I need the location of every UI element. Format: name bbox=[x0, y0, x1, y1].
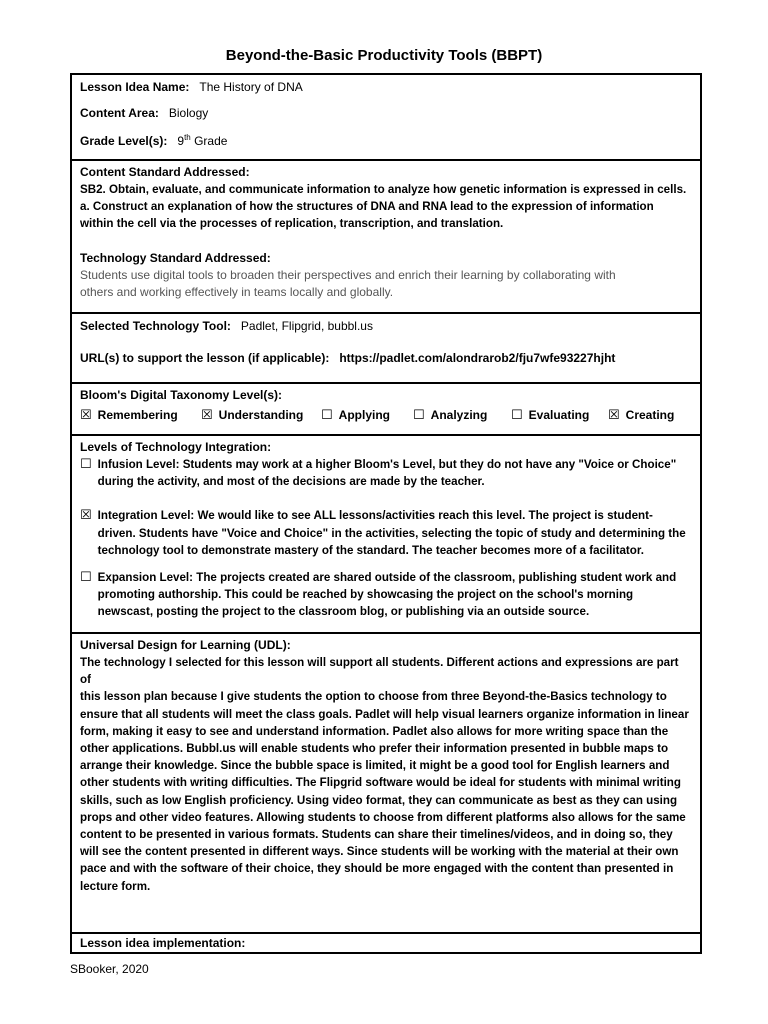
blooms-checkbox-row bbox=[80, 407, 692, 423]
standards-section bbox=[72, 161, 700, 314]
checked-box-icon[interactable]: ☒ bbox=[80, 507, 92, 523]
footer-credit: SBooker, 2020 bbox=[70, 962, 149, 976]
content-area-value: Biology bbox=[168, 106, 209, 120]
expansion-label: Expansion Level: bbox=[97, 571, 194, 585]
lesson-name-row bbox=[80, 80, 692, 106]
unchecked-box-icon[interactable]: ☐ bbox=[80, 569, 92, 585]
blooms-section bbox=[72, 384, 700, 436]
content-area-row bbox=[80, 106, 692, 133]
unchecked-box-icon: ☐ bbox=[321, 407, 333, 422]
lesson-name-label: Lesson Idea Name: bbox=[80, 80, 190, 94]
udl-line: pace and with the software of their choice, they should be more engaged with the content than presented in bbox=[80, 862, 674, 876]
udl-line: this lesson plan because I give students the option to choose from three Beyond-the-Basics technology to bbox=[80, 690, 667, 704]
udl-line: ensure that all students will meet the class goals. Padlet will help visual learners organize information in linear bbox=[80, 707, 689, 721]
checked-box-icon: ☒ bbox=[608, 407, 620, 422]
grade-level-value bbox=[177, 133, 227, 148]
integration-text: technology tool to demonstrate mastery of the standard. The teacher becomes more of a facilitator. bbox=[97, 543, 644, 557]
blooms-item-label: Understanding bbox=[218, 408, 304, 422]
integration-heading: Levels of Technology Integration: bbox=[80, 440, 272, 454]
unchecked-box-icon: ☐ bbox=[511, 407, 523, 422]
udl-line: The technology I selected for this lesson will support all students. Different actions and expressions are part of bbox=[80, 656, 679, 687]
integration-level bbox=[80, 507, 692, 559]
url-value[interactable]: https://padlet.com/alondrarob2/fju7wfe93227hjht bbox=[339, 351, 616, 365]
blooms-item-label: Evaluating bbox=[528, 408, 590, 422]
grade-number: 9 bbox=[177, 134, 185, 148]
integration-text: driven. Students have "Voice and Choice" in the activities, selecting the topic of study and determining the bbox=[97, 526, 686, 540]
checked-box-icon: ☒ bbox=[201, 407, 213, 422]
url-row bbox=[80, 351, 692, 365]
page-title: Beyond-the-Basic Productivity Tools (BBPT) bbox=[225, 47, 543, 64]
expansion-text: The projects created are shared outside of the classroom, publishing student work and bbox=[196, 571, 677, 585]
bbpt-form bbox=[70, 73, 702, 954]
grade-suffix: th bbox=[184, 133, 191, 142]
udl-heading: Universal Design for Learning (UDL): bbox=[80, 638, 291, 652]
blooms-analyzing[interactable] bbox=[413, 407, 511, 423]
udl-line: will see the content presented in different ways. Since students will be working with the material at their own bbox=[80, 845, 679, 859]
blooms-item-label: Creating bbox=[625, 408, 675, 422]
blooms-item-label: Remembering bbox=[97, 408, 178, 422]
udl-line: other students with writing difficulties. The Flipgrid software would be ideal for students with minimal writing bbox=[80, 776, 681, 790]
grade-word: Grade bbox=[194, 134, 228, 148]
tool-row bbox=[80, 319, 692, 351]
tool-value: Padlet, Flipgrid, bubbl.us bbox=[240, 319, 373, 333]
integration-text: We would like to see ALL lessons/activities reach this level. The project is student- bbox=[197, 509, 653, 523]
udl-section bbox=[72, 634, 700, 934]
url-label: URL(s) to support the lesson (if applicable): bbox=[80, 351, 330, 365]
blooms-item-label: Applying bbox=[338, 408, 390, 422]
blooms-applying[interactable] bbox=[321, 407, 413, 423]
tech-standard-heading: Technology Standard Addressed: bbox=[80, 250, 271, 265]
lesson-info-section bbox=[72, 75, 700, 161]
udl-line: other applications. Bubbl.us will enable students who prefer their information presented in bubble maps to bbox=[80, 742, 669, 756]
blooms-understanding[interactable] bbox=[201, 407, 321, 423]
tool-label: Selected Technology Tool: bbox=[80, 319, 231, 333]
integration-section bbox=[72, 436, 700, 634]
blooms-creating[interactable] bbox=[608, 407, 674, 423]
grade-level-label: Grade Level(s): bbox=[80, 134, 168, 148]
blooms-evaluating[interactable] bbox=[511, 407, 608, 423]
expansion-text: promoting authorship. This could be reached by showcasing the project on the school's morning bbox=[97, 588, 634, 602]
blooms-remembering[interactable] bbox=[80, 407, 201, 423]
udl-line: props and other video features. Allowing students to choose from different platforms also allows for the same bbox=[80, 810, 686, 824]
implementation-heading: Lesson idea implementation: bbox=[80, 936, 246, 950]
infusion-text: during the activity, and most of the decisions are made by the teacher. bbox=[97, 475, 485, 489]
lesson-name-value: The History of DNA bbox=[199, 80, 303, 94]
infusion-text: Students may work at a higher Bloom's Level, but they do not have any "Voice or Choice" bbox=[182, 458, 677, 471]
grade-level-row bbox=[80, 133, 692, 148]
implementation-section bbox=[72, 934, 700, 952]
content-standard-line: a. Construct an explanation of how the structures of DNA and RNA lead to the expression of information bbox=[80, 200, 654, 214]
unchecked-box-icon[interactable]: ☐ bbox=[80, 456, 92, 471]
tools-section bbox=[72, 314, 700, 384]
udl-line: skills, such as low English proficiency. Using video format, they can communicate as best as they can using bbox=[80, 793, 678, 807]
udl-line: arrange their knowledge. Since the bubble space is limited, it might be a good tool for English learners and bbox=[80, 759, 670, 773]
udl-line: form, making it easy to see and understand information. Padlet also allows for more writing space than the bbox=[80, 724, 669, 738]
infusion-label: Infusion Level: bbox=[97, 458, 180, 471]
checked-box-icon: ☒ bbox=[80, 407, 92, 422]
content-standard-line: SB2. Obtain, evaluate, and communicate information to analyze how genetic information is expressed in cells. bbox=[80, 183, 687, 196]
integration-label: Integration Level: bbox=[97, 509, 195, 523]
udl-line: lecture form. bbox=[80, 879, 151, 893]
unchecked-box-icon: ☐ bbox=[413, 407, 425, 422]
content-area-label: Content Area: bbox=[80, 106, 159, 120]
blooms-item-label: Analyzing bbox=[430, 408, 488, 422]
content-standard-heading: Content Standard Addressed: bbox=[80, 165, 250, 179]
tech-standard-line: others and working effectively in teams locally and globally. bbox=[80, 284, 394, 299]
tech-standard-line: Students use digital tools to broaden their perspectives and enrich their learning by collaborating with bbox=[80, 267, 616, 282]
content-standard-line: within the cell via the processes of replication, transcription, and translation. bbox=[80, 217, 504, 231]
infusion-level bbox=[80, 456, 692, 490]
udl-line: content to be presented in various formats. Students can share their timelines/videos, and in doing so, they bbox=[80, 828, 673, 842]
blooms-heading: Bloom's Digital Taxonomy Level(s): bbox=[80, 388, 282, 402]
expansion-text: newscast, posting the project to the classroom blog, or publishing via an outside source. bbox=[97, 605, 590, 619]
expansion-level bbox=[80, 569, 692, 621]
